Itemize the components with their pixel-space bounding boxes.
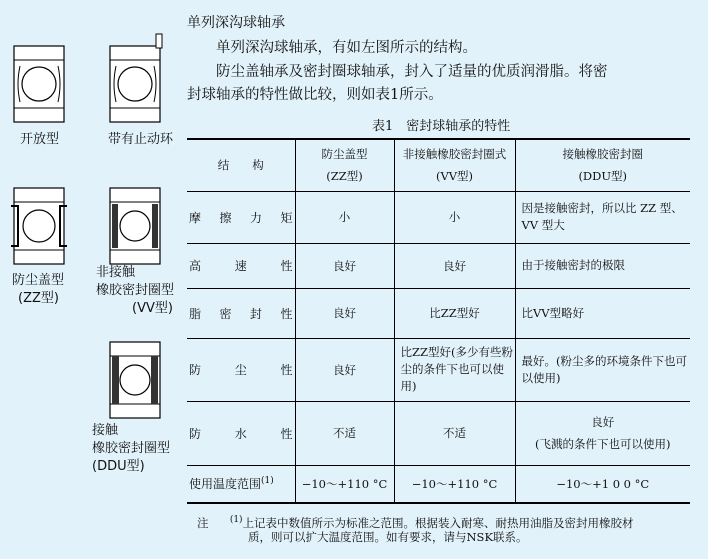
cell-grease-zz: 良好 [295, 288, 394, 338]
ddu-bearing-figure [104, 340, 170, 420]
open-bearing-figure [8, 44, 70, 124]
cell-dust-zz: 良好 [295, 338, 394, 401]
ddu-caption-line3: (DDU型) [92, 459, 145, 474]
table-row [187, 338, 690, 401]
note-line2: 质，则可以扩大温度范围。如有要求，请与NSK联系。 [248, 530, 528, 544]
header-vv-name: 非接触橡胶密封圈式 [402, 147, 507, 162]
header-zz-code: (ZZ型) [326, 169, 363, 184]
header-vv [394, 139, 515, 191]
cell-friction-vv: 小 [394, 191, 515, 243]
note-prefix: 注 [197, 515, 209, 530]
open-type-caption: 开放型 [20, 132, 60, 147]
header-ddu [515, 139, 690, 191]
table-caption: 表1 密封球轴承的特性 [372, 119, 511, 134]
table-row [187, 243, 690, 288]
header-ddu-code: (DDU型) [578, 169, 628, 184]
cell-friction-zz: 小 [295, 191, 394, 243]
paragraph-2b: 封球轴承的特性做比较，则如表1所示。 [187, 87, 443, 103]
row-label-grease-seal: 脂 密 封 性 [187, 288, 295, 338]
cell-water-zz: 不适 [295, 401, 394, 465]
row-label-temperature: 使用温度范围$^{(1)}$ [187, 465, 295, 503]
cell-temp-zz: −10～+110 °C [295, 465, 394, 503]
header-ddu-name: 接触橡胶密封圈 [562, 147, 643, 162]
zz-bearing-figure [8, 186, 74, 266]
header-structure: 结 构 [187, 139, 295, 191]
table-header-row [187, 139, 690, 191]
vv-type-caption [96, 264, 174, 318]
ddu-caption-line1: 接触 [92, 423, 119, 438]
cell-grease-vv: 比ZZ型好 [394, 288, 515, 338]
cell-water-ddu-note: (飞溅的条件下也可以使用) [535, 437, 671, 451]
vv-caption-line2: 橡胶密封圈型 [96, 283, 175, 298]
vv-caption-line1: 非接触 [96, 265, 136, 280]
cell-friction-ddu: 因是接触密封，所以比 ZZ 型、VV 型大 [515, 191, 690, 243]
row-label-dustproof: 防 尘 性 [187, 338, 295, 401]
cell-water-ddu [515, 401, 690, 465]
ddu-type-caption [92, 422, 170, 476]
cell-temp-vv: −10～+110 °C [394, 465, 515, 503]
note-marker: (1) [229, 515, 243, 525]
vv-caption-line3: (VV型) [132, 301, 173, 316]
row-label-friction: 摩 擦 力 矩 [187, 191, 295, 243]
cell-grease-ddu: 比VV型略好 [515, 288, 690, 338]
cell-speed-vv: 良好 [394, 243, 515, 288]
table-row [187, 288, 690, 338]
cell-water-ddu-main: 良好 [591, 415, 615, 429]
snap-ring-bearing-figure [104, 32, 170, 124]
header-zz [295, 139, 394, 191]
header-zz-name: 防尘盖型 [321, 147, 368, 162]
table-row [187, 465, 690, 503]
cell-dust-ddu: 最好。(粉尘多的环境条件下也可以使用) [515, 338, 690, 401]
paragraph-1: 单列深沟球轴承，有如左图所示的结构。 [216, 40, 477, 56]
cell-dust-vv: 比ZZ型好(多少有些粉尘的条件下也可以使用) [394, 338, 515, 401]
paragraph-2a: 防尘盖轴承及密封圈球轴承，封入了适量的优质润滑脂。将密 [216, 64, 608, 80]
row-label-waterproof: 防 水 性 [187, 401, 295, 465]
cell-temp-ddu: −10～+1 0 0 °C [515, 465, 690, 503]
cell-speed-zz: 良好 [295, 243, 394, 288]
vv-bearing-figure [104, 186, 170, 266]
ddu-caption-line2: 橡胶密封圈型 [92, 441, 171, 456]
cell-speed-ddu: 由于接触密封的极限 [515, 243, 690, 288]
table-row [187, 401, 690, 465]
section-heading: 单列深沟球轴承 [187, 15, 285, 31]
table-row [187, 191, 690, 243]
zz-type-caption [12, 272, 64, 308]
cell-water-vv: 不适 [394, 401, 515, 465]
note-line1: 上记表中数值所示为标准之范围。根据装入耐寒、耐热用油脂及密封用橡胶材 [242, 515, 634, 530]
row-label-speed: 高 速 性 [187, 243, 295, 288]
header-vv-code: (VV型) [435, 169, 474, 184]
snap-ring-caption: 带有止动环 [108, 132, 174, 147]
zz-caption-line2: (ZZ型) [18, 291, 59, 306]
zz-caption-line1: 防尘盖型 [12, 273, 65, 288]
seal-characteristics-table [187, 138, 690, 504]
